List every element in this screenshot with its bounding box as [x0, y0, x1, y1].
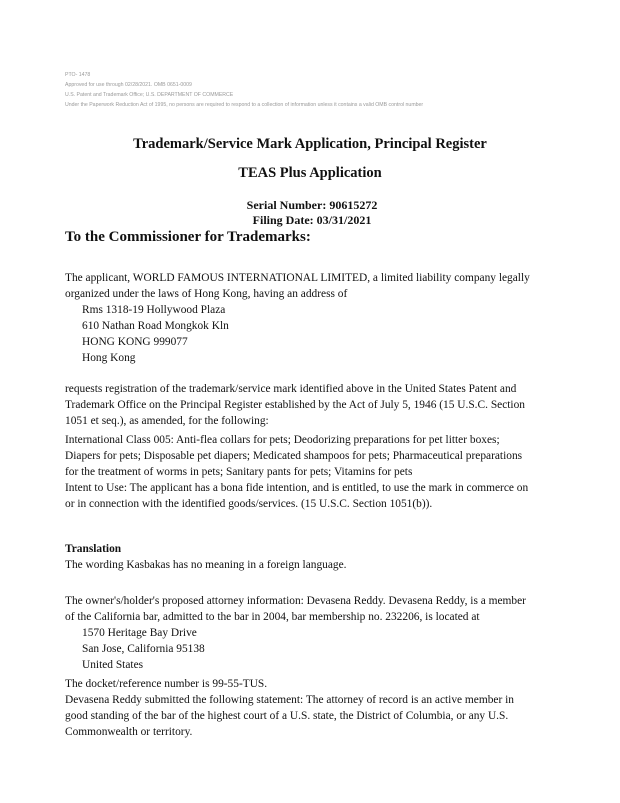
intent-to-use-line: or in connection with the identified goods/services. (15 U.S.C. Section 1051(b)).	[65, 498, 433, 510]
intent-to-use-line: Intent to Use: The applicant has a bona fide intention, and is entitled, to use the mark in commerce on	[65, 482, 529, 494]
application-type: TEAS Plus Application	[238, 165, 382, 181]
translation-text: The wording Kasbakas has no meaning in a foreign language.	[65, 559, 347, 571]
attorney-statement-line: Commonwealth or territory.	[65, 726, 193, 738]
goods-line: for the treatment of worms in pets; Sanitary pants for pets; Vitamins for pets	[65, 466, 413, 478]
registration-line: 1051 et seq.), as amended, for the following:	[65, 415, 269, 427]
attorney-line: The owner's/holder's proposed attorney information: Devasena Reddy. Devasena Reddy, is a member	[65, 595, 526, 607]
attorney-section	[65, 593, 565, 673]
filing-date: Filing Date: 03/31/2021	[252, 213, 372, 227]
goods-line: Diapers for pets; Disposable pet diapers; Medicated shampoos for pets; Pharmaceutical preparations	[65, 450, 523, 462]
applicant-address-line: HONG KONG 999077	[82, 336, 188, 348]
registration-line: Trademark Office on the Principal Register established by the Act of July 5, 1946 (15 U.S.C. Section	[65, 399, 525, 411]
translation-section	[65, 541, 565, 573]
attorney-line: of the California bar, admitted to the bar in 2004, bar membership no. 232206, is located at	[65, 611, 480, 623]
attorney-statement-line: good standing of the bar of the highest court of a U.S. state, the District of Columbia, or any U.S.	[65, 710, 509, 722]
attorney-address-line: United States	[82, 659, 144, 671]
applicant-line: The applicant, WORLD FAMOUS INTERNATIONAL LIMITED, a limited liability company legally	[65, 272, 530, 284]
registration-request	[65, 381, 565, 429]
translation-heading: Translation	[65, 543, 122, 555]
docket-number: The docket/reference number is 99-55-TUS.	[65, 678, 268, 690]
docket-section	[65, 676, 565, 740]
attorney-address-line: San Jose, California 95138	[82, 643, 205, 655]
agency-name: U.S. Patent and Trademark Office; U.S. DEPARTMENT OF COMMERCE	[65, 92, 234, 98]
serial-number: Serial Number: 90615272	[246, 198, 378, 212]
applicant-line: organized under the laws of Hong Kong, having an address of	[65, 288, 348, 300]
applicant-section	[65, 270, 565, 366]
attorney-statement-line: Devasena Reddy submitted the following statement: The attorney of record is an active member in	[65, 694, 514, 706]
form-header-notice	[65, 70, 423, 110]
salutation: To the Commissioner for Trademarks:	[65, 229, 311, 245]
form-number: PTO- 1478	[65, 72, 91, 78]
attorney-address-line: 1570 Heritage Bay Drive	[82, 627, 197, 639]
goods-services-section	[65, 432, 565, 512]
goods-line: International Class 005: Anti-flea collars for pets; Deodorizing preparations for pet litter boxes;	[65, 434, 500, 446]
applicant-address-line: Hong Kong	[82, 352, 136, 364]
applicant-address-line: Rms 1318-19 Hollywood Plaza	[82, 304, 226, 316]
omb-approval: Approved for use through 02/28/2021. OMB 0651-0009	[65, 82, 192, 88]
paperwork-notice: Under the Paperwork Reduction Act of 1995, no persons are required to respond to a collection of information unless it contains a valid OMB control number	[65, 102, 424, 108]
registration-line: requests registration of the trademark/service mark identified above in the United States Patent and	[65, 383, 517, 395]
applicant-address-line: 610 Nathan Road Mongkok Kln	[82, 320, 229, 332]
document-title: Trademark/Service Mark Application, Principal Register	[133, 136, 487, 152]
